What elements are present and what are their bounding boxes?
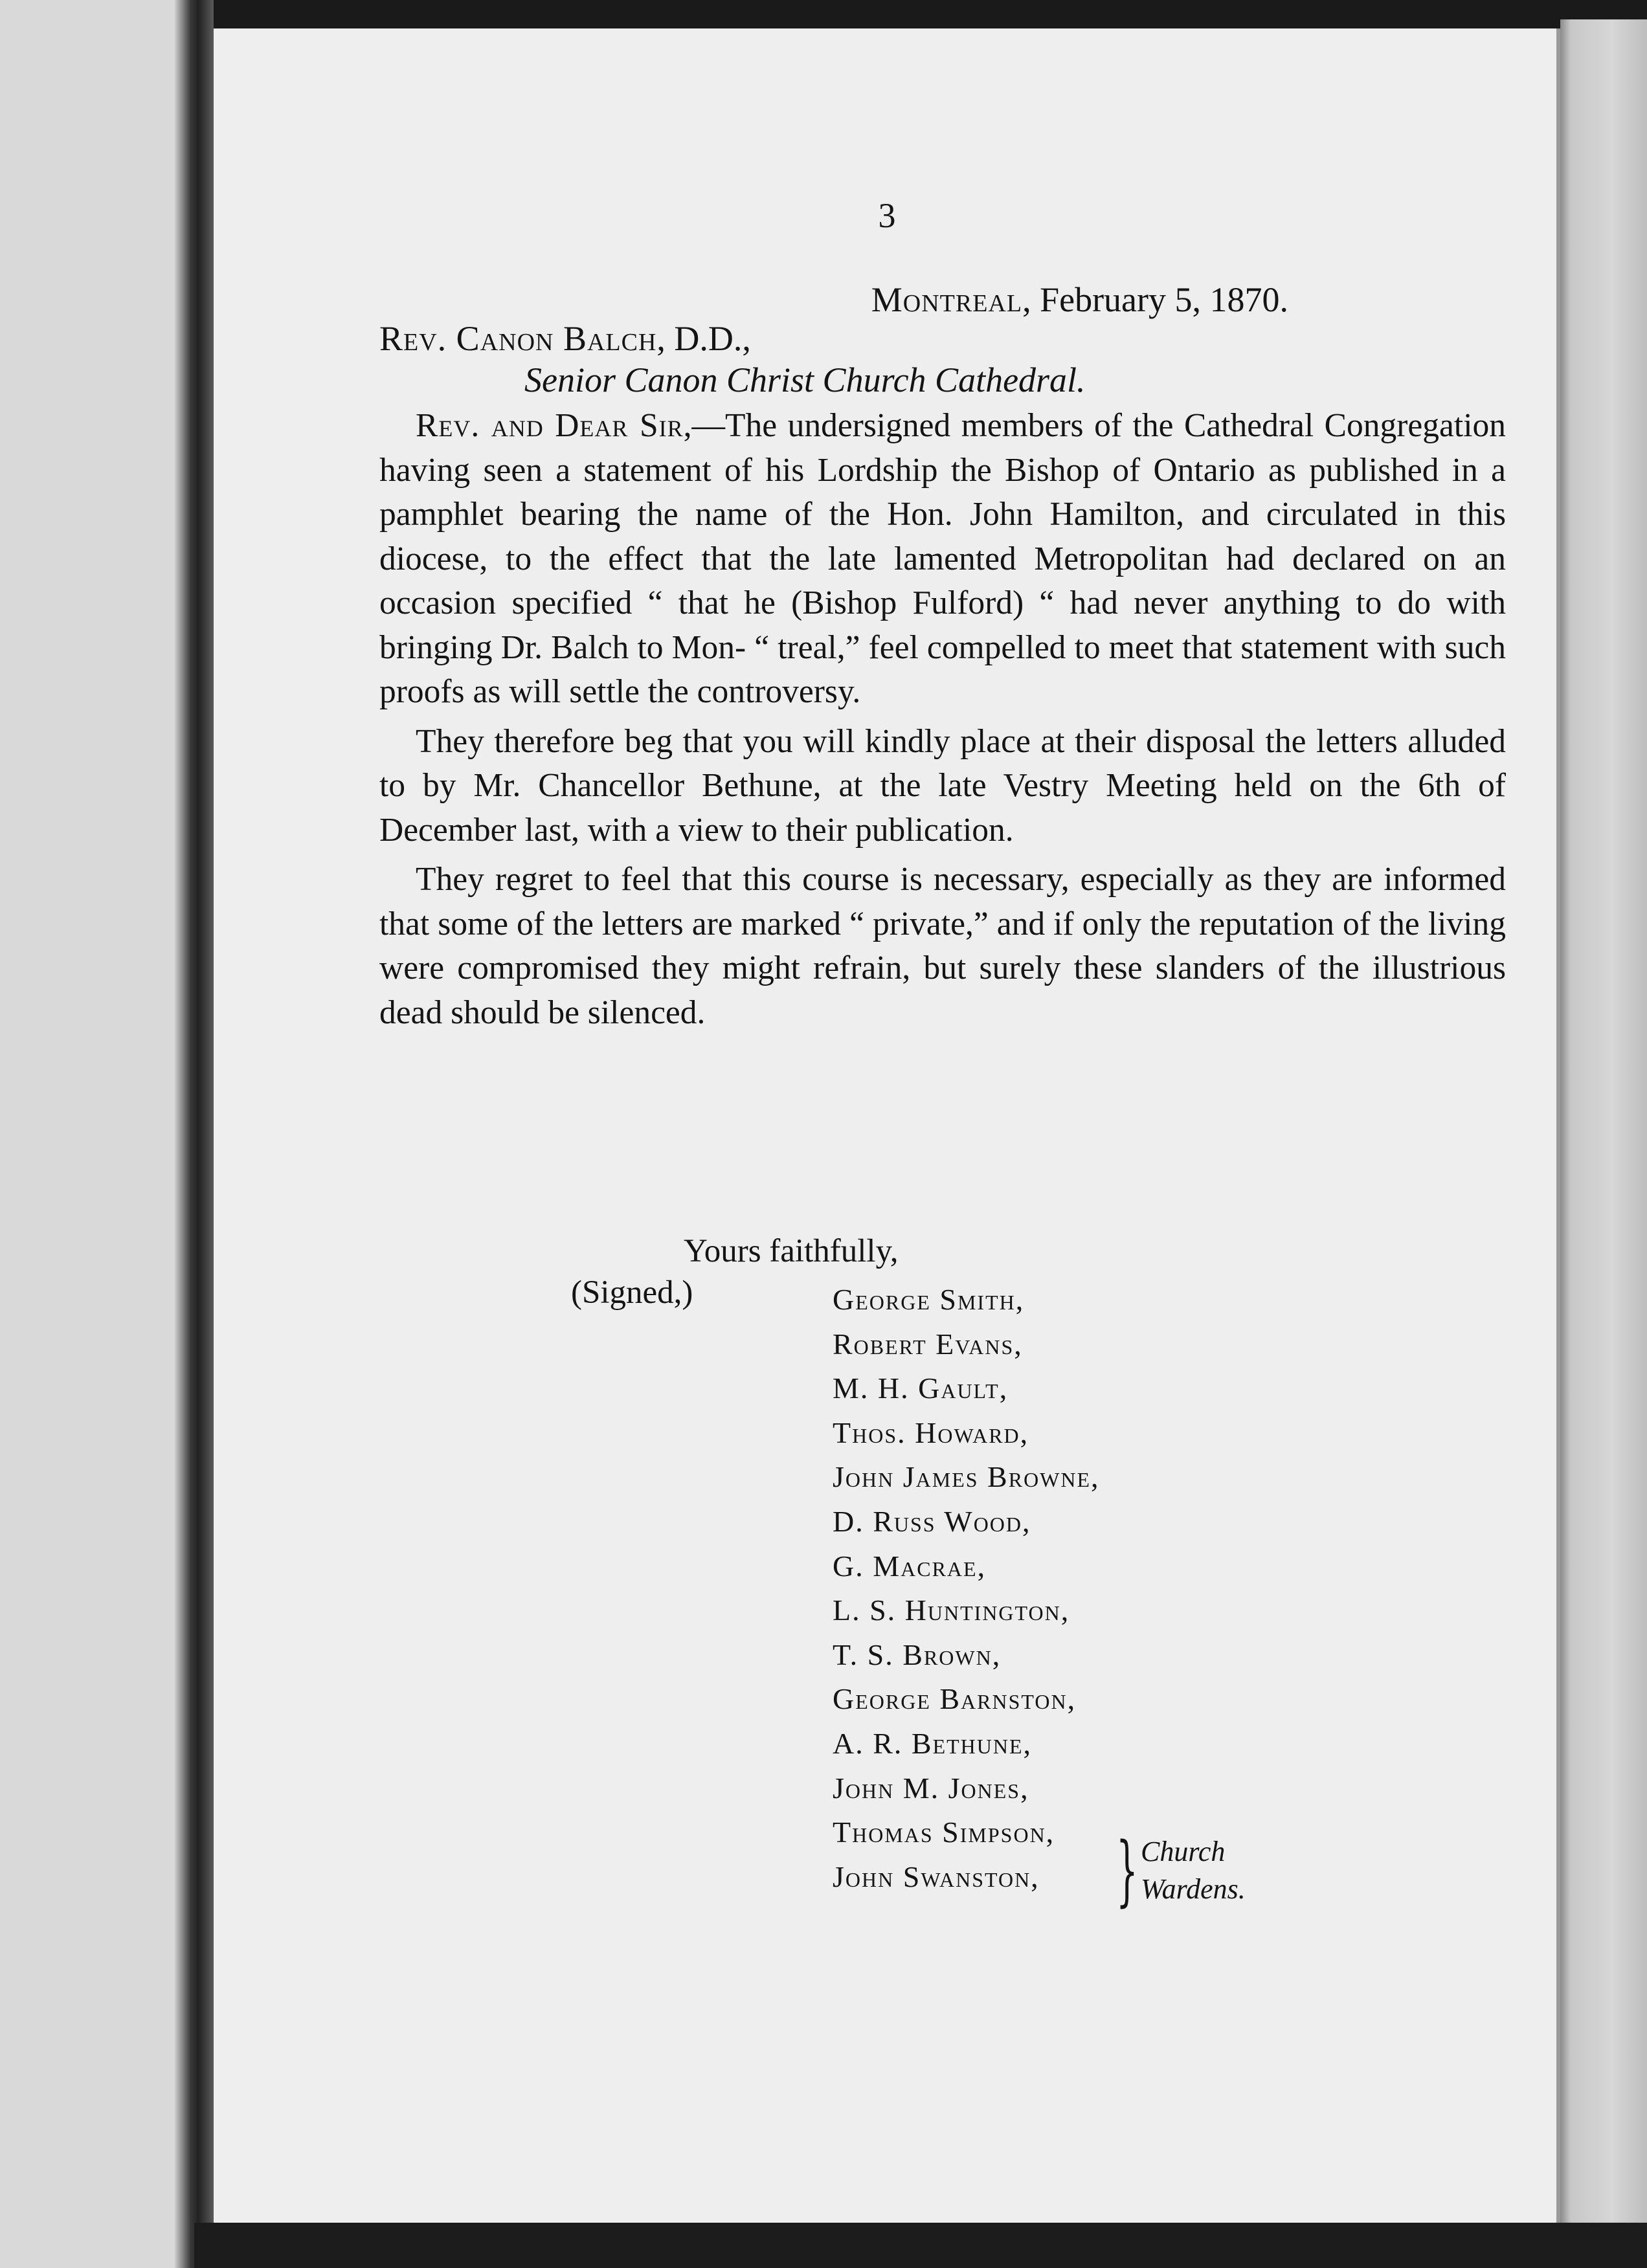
scan-bottom-border: [194, 2223, 1647, 2268]
signatory: Thos. Howard,: [833, 1416, 1029, 1449]
facing-page-edge: [0, 0, 194, 2268]
salutation: Rev. and Dear Sir: [416, 407, 684, 444]
dateline-date: , February 5, 1870.: [1022, 280, 1288, 319]
signatory: George Barnston,: [833, 1682, 1077, 1716]
signatory: George Smith,: [833, 1283, 1025, 1316]
signatory: D. Russ Wood,: [833, 1504, 1031, 1538]
page-number: 3: [878, 196, 896, 235]
paragraph-2: They therefore beg that you will kindly place at their disposal the letters alluded to by Mr. Chancellor Bethune, at the late Vestry Meeting held on the 6th of December last, with a view to their publication.: [379, 722, 1506, 849]
closing-line: Yours faithfully,: [684, 1233, 899, 1269]
signatory: G. Macrae,: [833, 1549, 987, 1583]
addressee-name-main: Rev. Canon Balch: [379, 319, 657, 358]
addressee-name: [379, 318, 751, 359]
signatory: John Swanston,: [833, 1860, 1040, 1893]
signatory: T. S. Brown,: [833, 1638, 1002, 1671]
addressee-title: Senior Canon Christ Church Cathedral.: [524, 361, 1086, 399]
page-content: [214, 28, 1560, 2223]
wardens-brace: }: [1116, 1825, 1138, 1915]
wardens-note-line-1: Church: [1141, 1836, 1226, 1867]
signatory-list: [833, 1278, 1100, 1899]
dateline: [871, 280, 1288, 320]
addressee-name-suffix: , D.D.,: [656, 319, 751, 358]
wardens-note-line-2: Wardens.: [1141, 1873, 1246, 1905]
dateline-place: Montreal: [871, 280, 1023, 319]
signatory: John M. Jones,: [833, 1771, 1029, 1805]
book-gutter: [175, 0, 214, 2268]
page-right-edge: [1560, 19, 1647, 2268]
paragraph-3: They regret to feel that this course is necessary, especially as they are informed that some of the letters are marked “ private,” and if only the reputation of the living were compromised they might refrain, but surely these slanders of the illustrious dead should be silenced.: [379, 861, 1506, 1031]
signatory: Robert Evans,: [833, 1327, 1023, 1361]
signatory: Thomas Simpson,: [833, 1816, 1055, 1849]
paragraph-1-text: ,—The undersigned members of the Cathedral Congregation having seen a statement of his Lordship the Bishop of Ontario as published in a pamphlet bearing the name of the Hon. John Hamilton, and circulated in this diocese, to the effect that the late lamented Metropolitan had declared on an occasion specified “ that he (Bishop Fulford) “ had never anything to do with bringing Dr. Balch to Mon- “ treal,” feel compelled to meet that statement with such proofs as will settle the controversy.: [379, 407, 1506, 710]
signed-label: (Signed,): [571, 1274, 693, 1311]
signatory: M. H. Gault,: [833, 1372, 1009, 1405]
letter-body: [379, 404, 1506, 1040]
signatory: John James Browne,: [833, 1460, 1100, 1494]
signatory: L. S. Huntington,: [833, 1594, 1070, 1627]
paragraph-1: [379, 404, 1506, 715]
church-wardens-note: [1141, 1833, 1246, 1908]
signatory: A. R. Bethune,: [833, 1726, 1033, 1760]
